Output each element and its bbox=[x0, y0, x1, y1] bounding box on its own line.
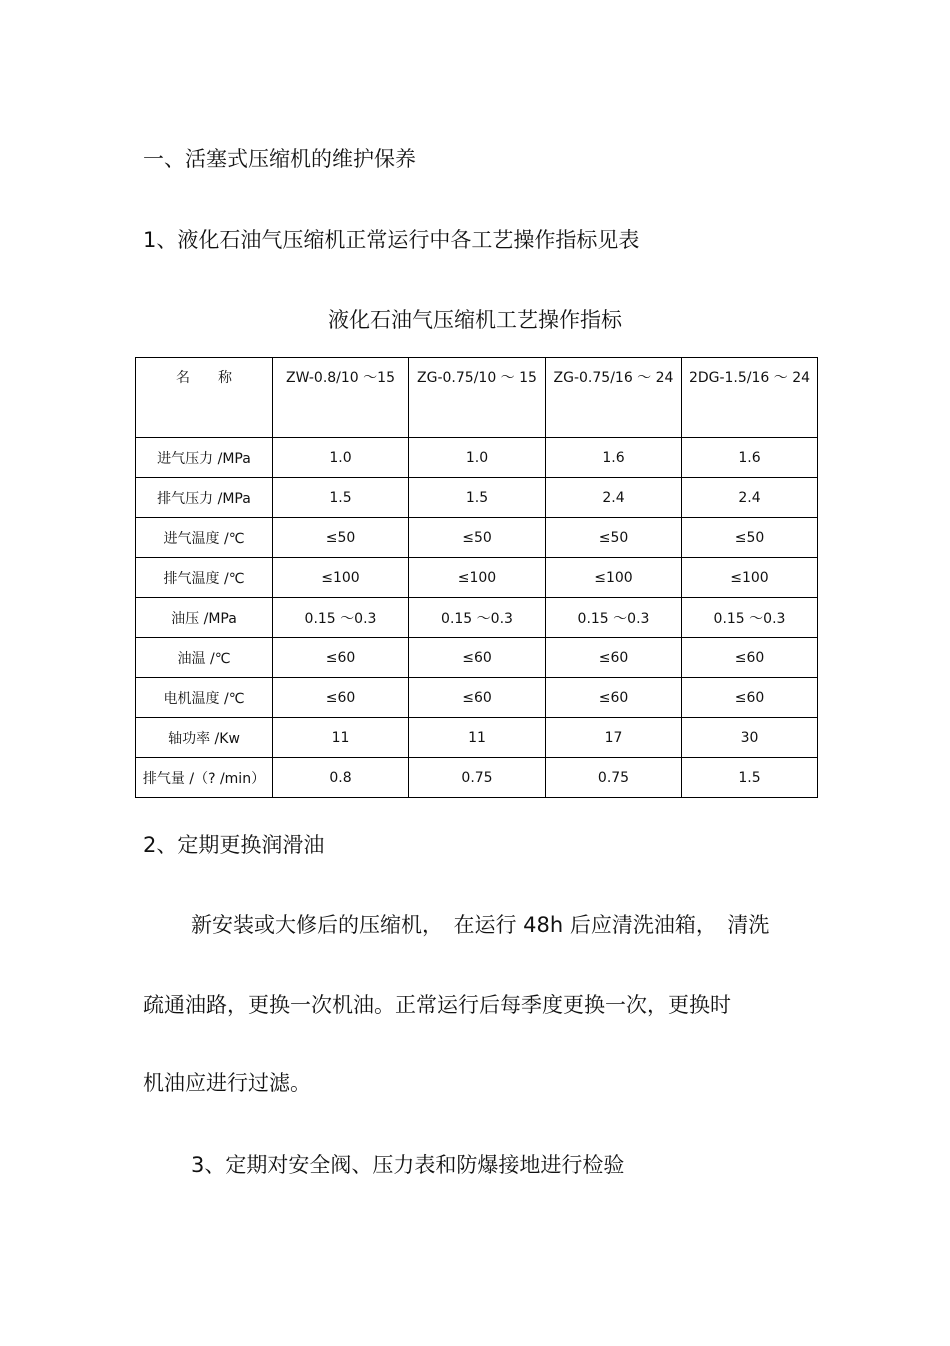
section-1-title: 1、液化石油气压缩机正常运行中各工艺操作指标见表 bbox=[143, 228, 640, 252]
table-cell: 1.6 bbox=[546, 438, 682, 478]
row-label: 轴功率 /Kw bbox=[136, 718, 273, 758]
table-cell: 2.4 bbox=[682, 478, 818, 518]
row-label: 油压 /MPa bbox=[136, 598, 273, 638]
row-label: 油温 /℃ bbox=[136, 638, 273, 678]
table-cell: ≤50 bbox=[546, 518, 682, 558]
table-row bbox=[136, 598, 818, 638]
table-cell: ≤100 bbox=[682, 558, 818, 598]
table-cell: 30 bbox=[682, 718, 818, 758]
section-2-title: 2、定期更换润滑油 bbox=[143, 833, 325, 857]
table-cell: 1.5 bbox=[682, 758, 818, 798]
table-cell: 1.0 bbox=[273, 438, 409, 478]
table-cell: 11 bbox=[273, 718, 409, 758]
table-row bbox=[136, 678, 818, 718]
table-cell: ≤60 bbox=[273, 678, 409, 718]
header-cell-zw-0.8-10: ZW-0.8/10 ～15 bbox=[273, 358, 409, 438]
table-row bbox=[136, 558, 818, 598]
header-cell-2dg-1.5-16: 2DG-1.5/16 ～ 24 bbox=[682, 358, 818, 438]
table-cell: ≤60 bbox=[682, 678, 818, 718]
table-cell: ≤60 bbox=[546, 638, 682, 678]
row-label: 电机温度 /℃ bbox=[136, 678, 273, 718]
table-row bbox=[136, 718, 818, 758]
table-cell: ≤60 bbox=[273, 638, 409, 678]
header-cell-name: 名 称 bbox=[136, 358, 273, 438]
table-cell: 1.0 bbox=[409, 438, 546, 478]
table-cell: 0.15 ～0.3 bbox=[682, 598, 818, 638]
row-label: 排气量 /（? /min） bbox=[136, 758, 273, 798]
table-cell: ≤100 bbox=[546, 558, 682, 598]
table-cell: 0.75 bbox=[546, 758, 682, 798]
table-cell: 1.5 bbox=[273, 478, 409, 518]
row-label: 排气温度 /℃ bbox=[136, 558, 273, 598]
header-cell-zg-0.75-16: ZG-0.75/16 ～ 24 bbox=[546, 358, 682, 438]
table-row bbox=[136, 518, 818, 558]
table-cell: 0.15 ～0.3 bbox=[409, 598, 546, 638]
table-row bbox=[136, 478, 818, 518]
table-cell: 0.75 bbox=[409, 758, 546, 798]
table-cell: ≤60 bbox=[409, 678, 546, 718]
table-cell: 17 bbox=[546, 718, 682, 758]
table-cell: ≤50 bbox=[682, 518, 818, 558]
row-label: 进气压力 /MPa bbox=[136, 438, 273, 478]
table-cell: 1.6 bbox=[682, 438, 818, 478]
spec-table bbox=[135, 357, 818, 798]
section-3-title: 3、定期对安全阀、压力表和防爆接地进行检验 bbox=[191, 1153, 625, 1177]
table-cell: ≤60 bbox=[682, 638, 818, 678]
table-cell: 0.15 ～0.3 bbox=[273, 598, 409, 638]
heading: 一、活塞式压缩机的维护保养 bbox=[143, 147, 416, 171]
table-cell: ≤60 bbox=[409, 638, 546, 678]
table-title: 液化石油气压缩机工艺操作指标 bbox=[328, 308, 622, 332]
table-cell: 2.4 bbox=[546, 478, 682, 518]
table-cell: ≤50 bbox=[273, 518, 409, 558]
header-cell-zg-0.75-10: ZG-0.75/10 ～ 15 bbox=[409, 358, 546, 438]
table-cell: ≤100 bbox=[273, 558, 409, 598]
table-cell: 11 bbox=[409, 718, 546, 758]
paragraph-line-1: 新安装或大修后的压缩机， 在运行 48h 后应清洗油箱， 清洗 bbox=[191, 913, 770, 937]
table-row bbox=[136, 638, 818, 678]
paragraph-line-3: 机油应进行过滤。 bbox=[143, 1071, 311, 1095]
row-label: 进气温度 /℃ bbox=[136, 518, 273, 558]
table-row bbox=[136, 438, 818, 478]
table-header-row bbox=[136, 358, 818, 438]
table-cell: ≤50 bbox=[409, 518, 546, 558]
table-cell: 1.5 bbox=[409, 478, 546, 518]
table-cell: 0.8 bbox=[273, 758, 409, 798]
table-cell: 0.15 ～0.3 bbox=[546, 598, 682, 638]
paragraph-line-2: 疏通油路，更换一次机油。正常运行后每季度更换一次，更换时 bbox=[143, 993, 731, 1017]
row-label: 排气压力 /MPa bbox=[136, 478, 273, 518]
table-cell: ≤100 bbox=[409, 558, 546, 598]
table-row bbox=[136, 758, 818, 798]
table-cell: ≤60 bbox=[546, 678, 682, 718]
